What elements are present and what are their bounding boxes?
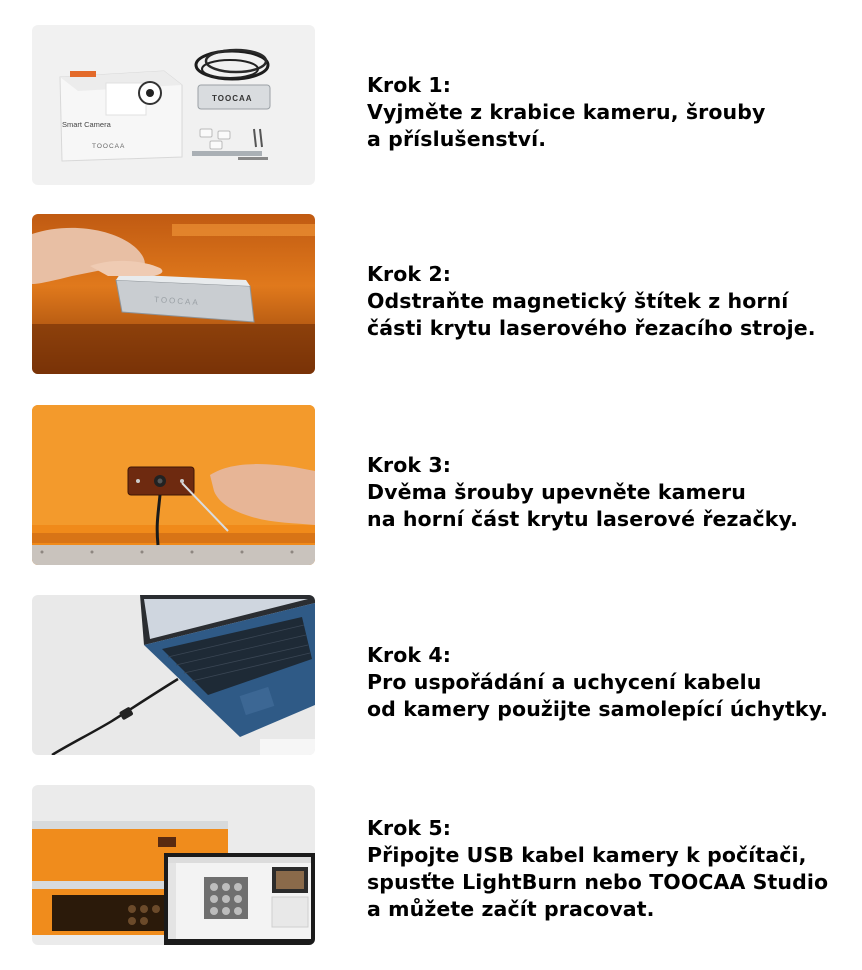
- step-1-photo: [32, 25, 315, 185]
- step-line: části krytu laserového řezacího stroje.: [367, 316, 816, 340]
- step-3: [0, 405, 862, 567]
- mount-camera-image: [32, 405, 315, 565]
- step-2: [0, 214, 862, 376]
- step-4-photo: [32, 595, 315, 755]
- step-1: [0, 25, 862, 187]
- box-label: Smart Camera: [62, 120, 111, 129]
- step-5-text: [367, 815, 857, 923]
- step-line: Připojte USB kabel kamery k počítači,: [367, 843, 807, 867]
- box-brand: TOOCAA: [92, 143, 126, 150]
- step-3-photo: [32, 405, 315, 565]
- step-5: [0, 785, 862, 947]
- camera-unboxing-image: [32, 25, 315, 185]
- connect-usb-image: [32, 785, 315, 945]
- step-line: spusťte LightBurn nebo TOOCAA Studio: [367, 870, 829, 894]
- step-4-text: [367, 642, 857, 723]
- step-heading: Krok 4:: [367, 643, 452, 667]
- step-heading: Krok 2:: [367, 262, 452, 286]
- step-2-photo: [32, 214, 315, 374]
- step-line: a příslušenství.: [367, 127, 547, 151]
- device-brand: TOOCAA: [212, 94, 253, 103]
- step-line: na horní část krytu laserové řezačky.: [367, 507, 798, 531]
- plate-brand: TOOCAA: [153, 295, 201, 308]
- step-5-photo: [32, 785, 315, 945]
- step-line: od kamery použijte samolepící úchytky.: [367, 697, 829, 721]
- step-line: Dvěma šrouby upevněte kameru: [367, 480, 746, 504]
- cable-clips-image: [32, 595, 315, 755]
- step-3-text: [367, 452, 857, 533]
- step-2-text: [367, 261, 857, 342]
- step-line: a můžete začít pracovat.: [367, 897, 655, 921]
- remove-magnetic-plate-image: [32, 214, 315, 374]
- box-logo-tab: [70, 71, 96, 77]
- step-1-text: [367, 72, 857, 153]
- step-line: Odstraňte magnetický štítek z horní: [367, 289, 789, 313]
- step-line: Pro uspořádání a uchycení kabelu: [367, 670, 762, 694]
- step-4: [0, 595, 862, 757]
- step-heading: Krok 5:: [367, 816, 452, 840]
- step-heading: Krok 1:: [367, 73, 452, 97]
- step-line: Vyjměte z krabice kameru, šrouby: [367, 100, 766, 124]
- step-heading: Krok 3:: [367, 453, 452, 477]
